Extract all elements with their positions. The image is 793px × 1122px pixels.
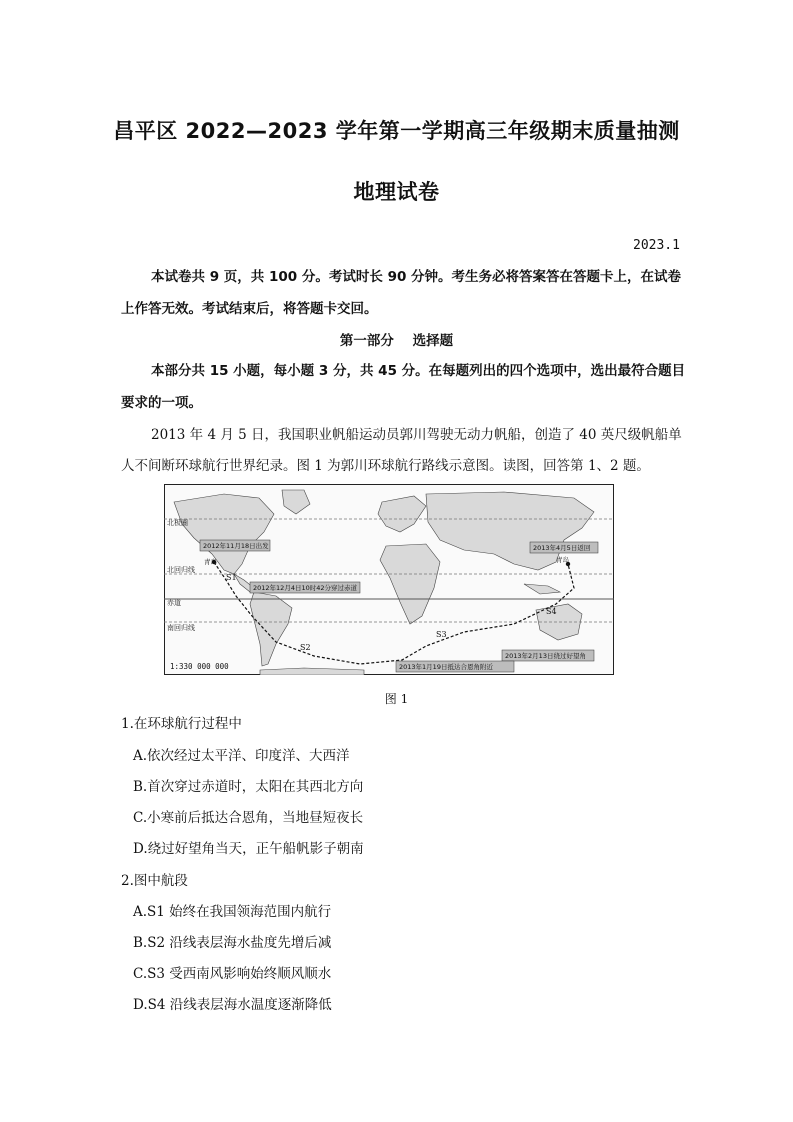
section-title: 第一部分 选择题 bbox=[339, 333, 454, 349]
segment-s3: S3 bbox=[436, 630, 447, 639]
question-1-option-b: B.首次穿过赤道时，太阳在其西北方向 bbox=[133, 779, 364, 795]
paper-subtitle: 地理试卷 bbox=[353, 180, 440, 204]
lat-label-cancer: 北回归线 bbox=[167, 566, 195, 574]
figure-caption: 图 1 bbox=[384, 692, 409, 706]
paper-title: 昌平区 2022—2023 学年第一学期高三年级期末质量抽测 bbox=[113, 119, 680, 143]
route-map bbox=[164, 484, 614, 675]
lat-label-capricorn: 南回归线 bbox=[167, 624, 195, 632]
question-2-option-b: B.S2 沿线表层海水盐度先增后减 bbox=[133, 935, 332, 951]
section-desc-line1: 本部分共 15 小题，每小题 3 分，共 45 分。在每题列出的四个选项中，选出最符合题目 bbox=[151, 363, 686, 379]
section-desc-line2: 要求的一项。 bbox=[121, 395, 202, 411]
place-qingdao-west: 青岛 bbox=[204, 558, 217, 566]
segment-s2: S2 bbox=[300, 643, 311, 652]
callout-equator: 2012年12月4日10时42分穿过赤道 bbox=[253, 584, 357, 592]
question-2-option-d: D.S4 沿线表层海水温度逐渐降低 bbox=[133, 997, 332, 1013]
passage-line2: 人不间断环球航行世界纪录。图 1 为郭川环球航行路线示意图。读图，回答第 1、2 题。 bbox=[121, 458, 650, 474]
callout-return: 2013年4月5日返回 bbox=[533, 544, 591, 552]
question-2-stem: 2.图中航段 bbox=[121, 873, 188, 889]
callout-cape-good-hope: 2013年2月13日绕过好望角 bbox=[505, 652, 586, 660]
question-1-option-a: A.依次经过太平洋、印度洋、大西洋 bbox=[133, 748, 350, 764]
map-scale: 1:330 000 000 bbox=[170, 662, 229, 671]
question-1-option-d: D.绕过好望角当天，正午船帆影子朝南 bbox=[133, 841, 364, 857]
instructions-line2: 上作答无效。考试结束后，将答题卡交回。 bbox=[121, 301, 378, 317]
callout-cape-horn: 2013年1月19日抵达合恩角附近 bbox=[399, 663, 493, 671]
instructions-line1: 本试卷共 9 页，共 100 分。考试时长 90 分钟。考生务必将答案答在答题卡上，在试卷 bbox=[151, 269, 682, 285]
segment-s4: S4 bbox=[546, 607, 557, 616]
exam-date: 2023.1 bbox=[633, 238, 680, 253]
segment-s1: S1 bbox=[226, 573, 237, 582]
question-1-option-c: C.小寒前后抵达合恩角，当地昼短夜长 bbox=[133, 810, 364, 826]
question-2-option-c: C.S3 受西南风影响始终顺风顺水 bbox=[133, 966, 332, 982]
lat-label-equator: 赤道 bbox=[167, 599, 181, 607]
question-2-option-a: A.S1 始终在我国领海范围内航行 bbox=[133, 904, 332, 920]
question-1-stem: 1.在环球航行过程中 bbox=[121, 716, 242, 732]
lat-label-arctic: 北极圈 bbox=[167, 519, 188, 527]
callout-depart: 2012年11月18日出发 bbox=[203, 542, 269, 550]
place-qingdao-east: 青岛 bbox=[556, 556, 569, 564]
passage-line1: 2013 年 4 月 5 日，我国职业帆船运动员郭川驾驶无动力帆船，创造了 40 英尺级帆船单 bbox=[151, 427, 682, 443]
